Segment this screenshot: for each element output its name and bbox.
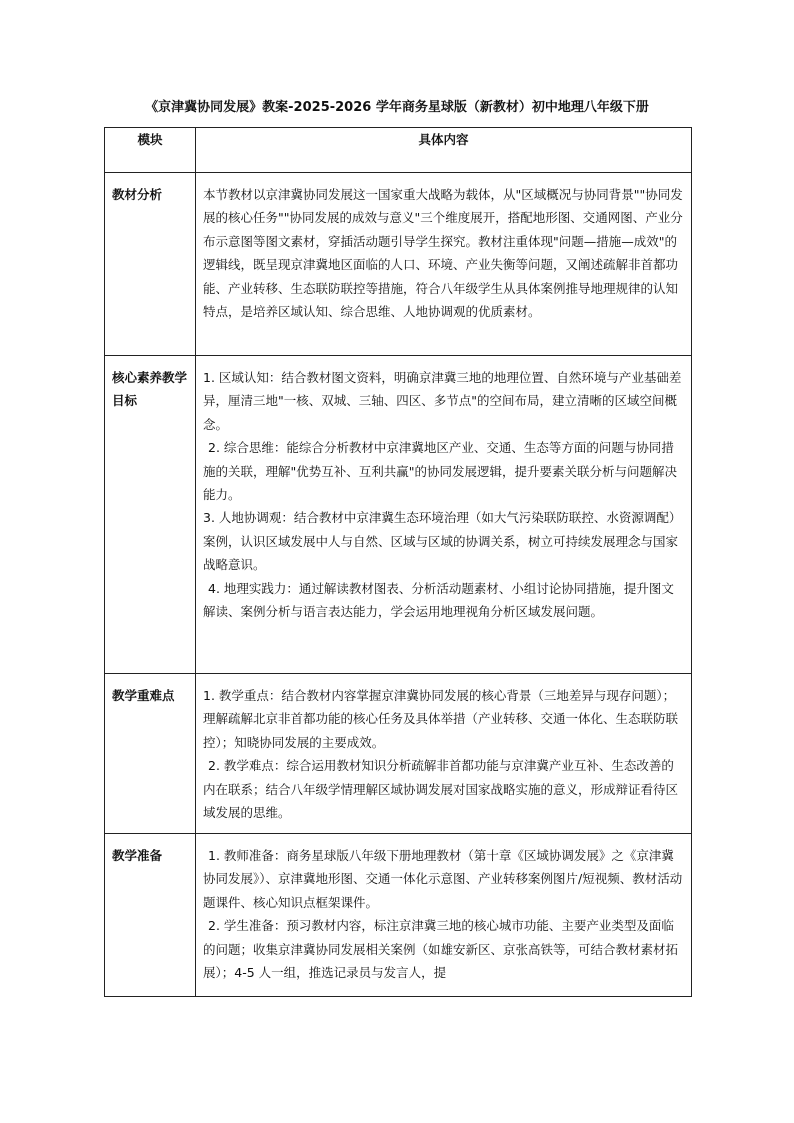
header-module: 模块 (105, 128, 196, 173)
module-label: 教材分析 (105, 173, 196, 356)
content-paragraph: 2. 学生准备：预习教材内容，标注京津冀三地的核心城市功能、主要产业类型及面临的问题；收集京津冀协同发展相关案例（如雄安新区、京张高铁等，可结合教材素材拓展）；4-5 人一组，推选记录员与发言人，提 (203, 918, 679, 981)
module-label: 核心素养教学目标 (105, 356, 196, 674)
table-row (105, 674, 692, 834)
content-paragraph: 4. 地理实践力：通过解读教材图表、分析活动题素材、小组讨论协同措施，提升图文解读、案例分析与语言表达能力，学会运用地理视角分析区域发展问题。 (203, 580, 674, 620)
module-content (196, 834, 692, 997)
content-paragraph: 1. 教师准备：商务星球版八年级下册地理教材（第十章《区域协调发展》之《京津冀协同发展》）、京津冀地形图、交通一体化示意图、产业转移案例图片/短视频、教材活动题课件、核心知识点框架课件。 (203, 848, 683, 910)
header-content: 具体内容 (196, 128, 692, 173)
table-header-row (105, 128, 692, 173)
content-paragraph: 2. 教学难点：综合运用教材知识分析疏解非首都功能与京津冀产业互补、生态改善的内在联系；结合八年级学情理解区域协调发展对国家战略实施的意义，形成辩证看待区域发展的思维。 (203, 758, 679, 821)
lesson-plan-table (104, 127, 692, 997)
module-content (196, 674, 692, 834)
table-row (105, 356, 692, 674)
module-label: 教学重难点 (105, 674, 196, 834)
module-content (196, 173, 692, 356)
content-paragraph: 1. 教学重点：结合教材内容掌握京津冀协同发展的核心背景（三地差异与现存问题）；理解疏解北京非首都功能的核心任务及具体举措（产业转移、交通一体化、生态联防联控）；知晓协同发展的主要成效。 (203, 688, 679, 750)
content-paragraph: 2. 综合思维：能综合分析教材中京津冀地区产业、交通、生态等方面的问题与协同措施的关联，理解"优势互补、互利共赢"的协同发展逻辑，提升要素关联分析与问题解决能力。 (203, 440, 678, 503)
module-label: 教学准备 (105, 834, 196, 997)
content-paragraph: 本节教材以京津冀协同发展这一国家重大战略为载体，从"区域概况与协同背景""协同发展的核心任务""协同发展的成效与意义"三个维度展开，搭配地形图、交通网图、产业分布示意图等图文素材，穿插活动题引导学生探究。教材注重体现"问题—措施—成效"的逻辑线，既呈现京津冀地区面临的人口、环境、产业失衡等问题，又阐述疏解非首都功能、产业转移、生态联防联控等措施，符合八年级学生从具体案例推导地理规律的认知特点，是培养区域认知、综合思维、人地协调观的优质素材。 (203, 187, 683, 320)
module-content (196, 356, 692, 674)
document-title: 《京津冀协同发展》教案-2025-2026 学年商务星球版（新教材）初中地理八年级下册 (145, 100, 649, 115)
table-row (105, 173, 692, 356)
content-paragraph: 1. 区域认知：结合教材图文资料，明确京津冀三地的地理位置、自然环境与产业基础差异，厘清三地"一核、双城、三轴、四区、多节点"的空间布局，建立清晰的区域空间概念。 (203, 370, 682, 432)
content-paragraph: 3. 人地协调观：结合教材中京津冀生态环境治理（如大气污染联防联控、水资源调配）案例，认识区域发展中人与自然、区域与区域的协调关系，树立可持续发展理念与国家战略意识。 (203, 510, 682, 573)
table-row (105, 834, 692, 997)
